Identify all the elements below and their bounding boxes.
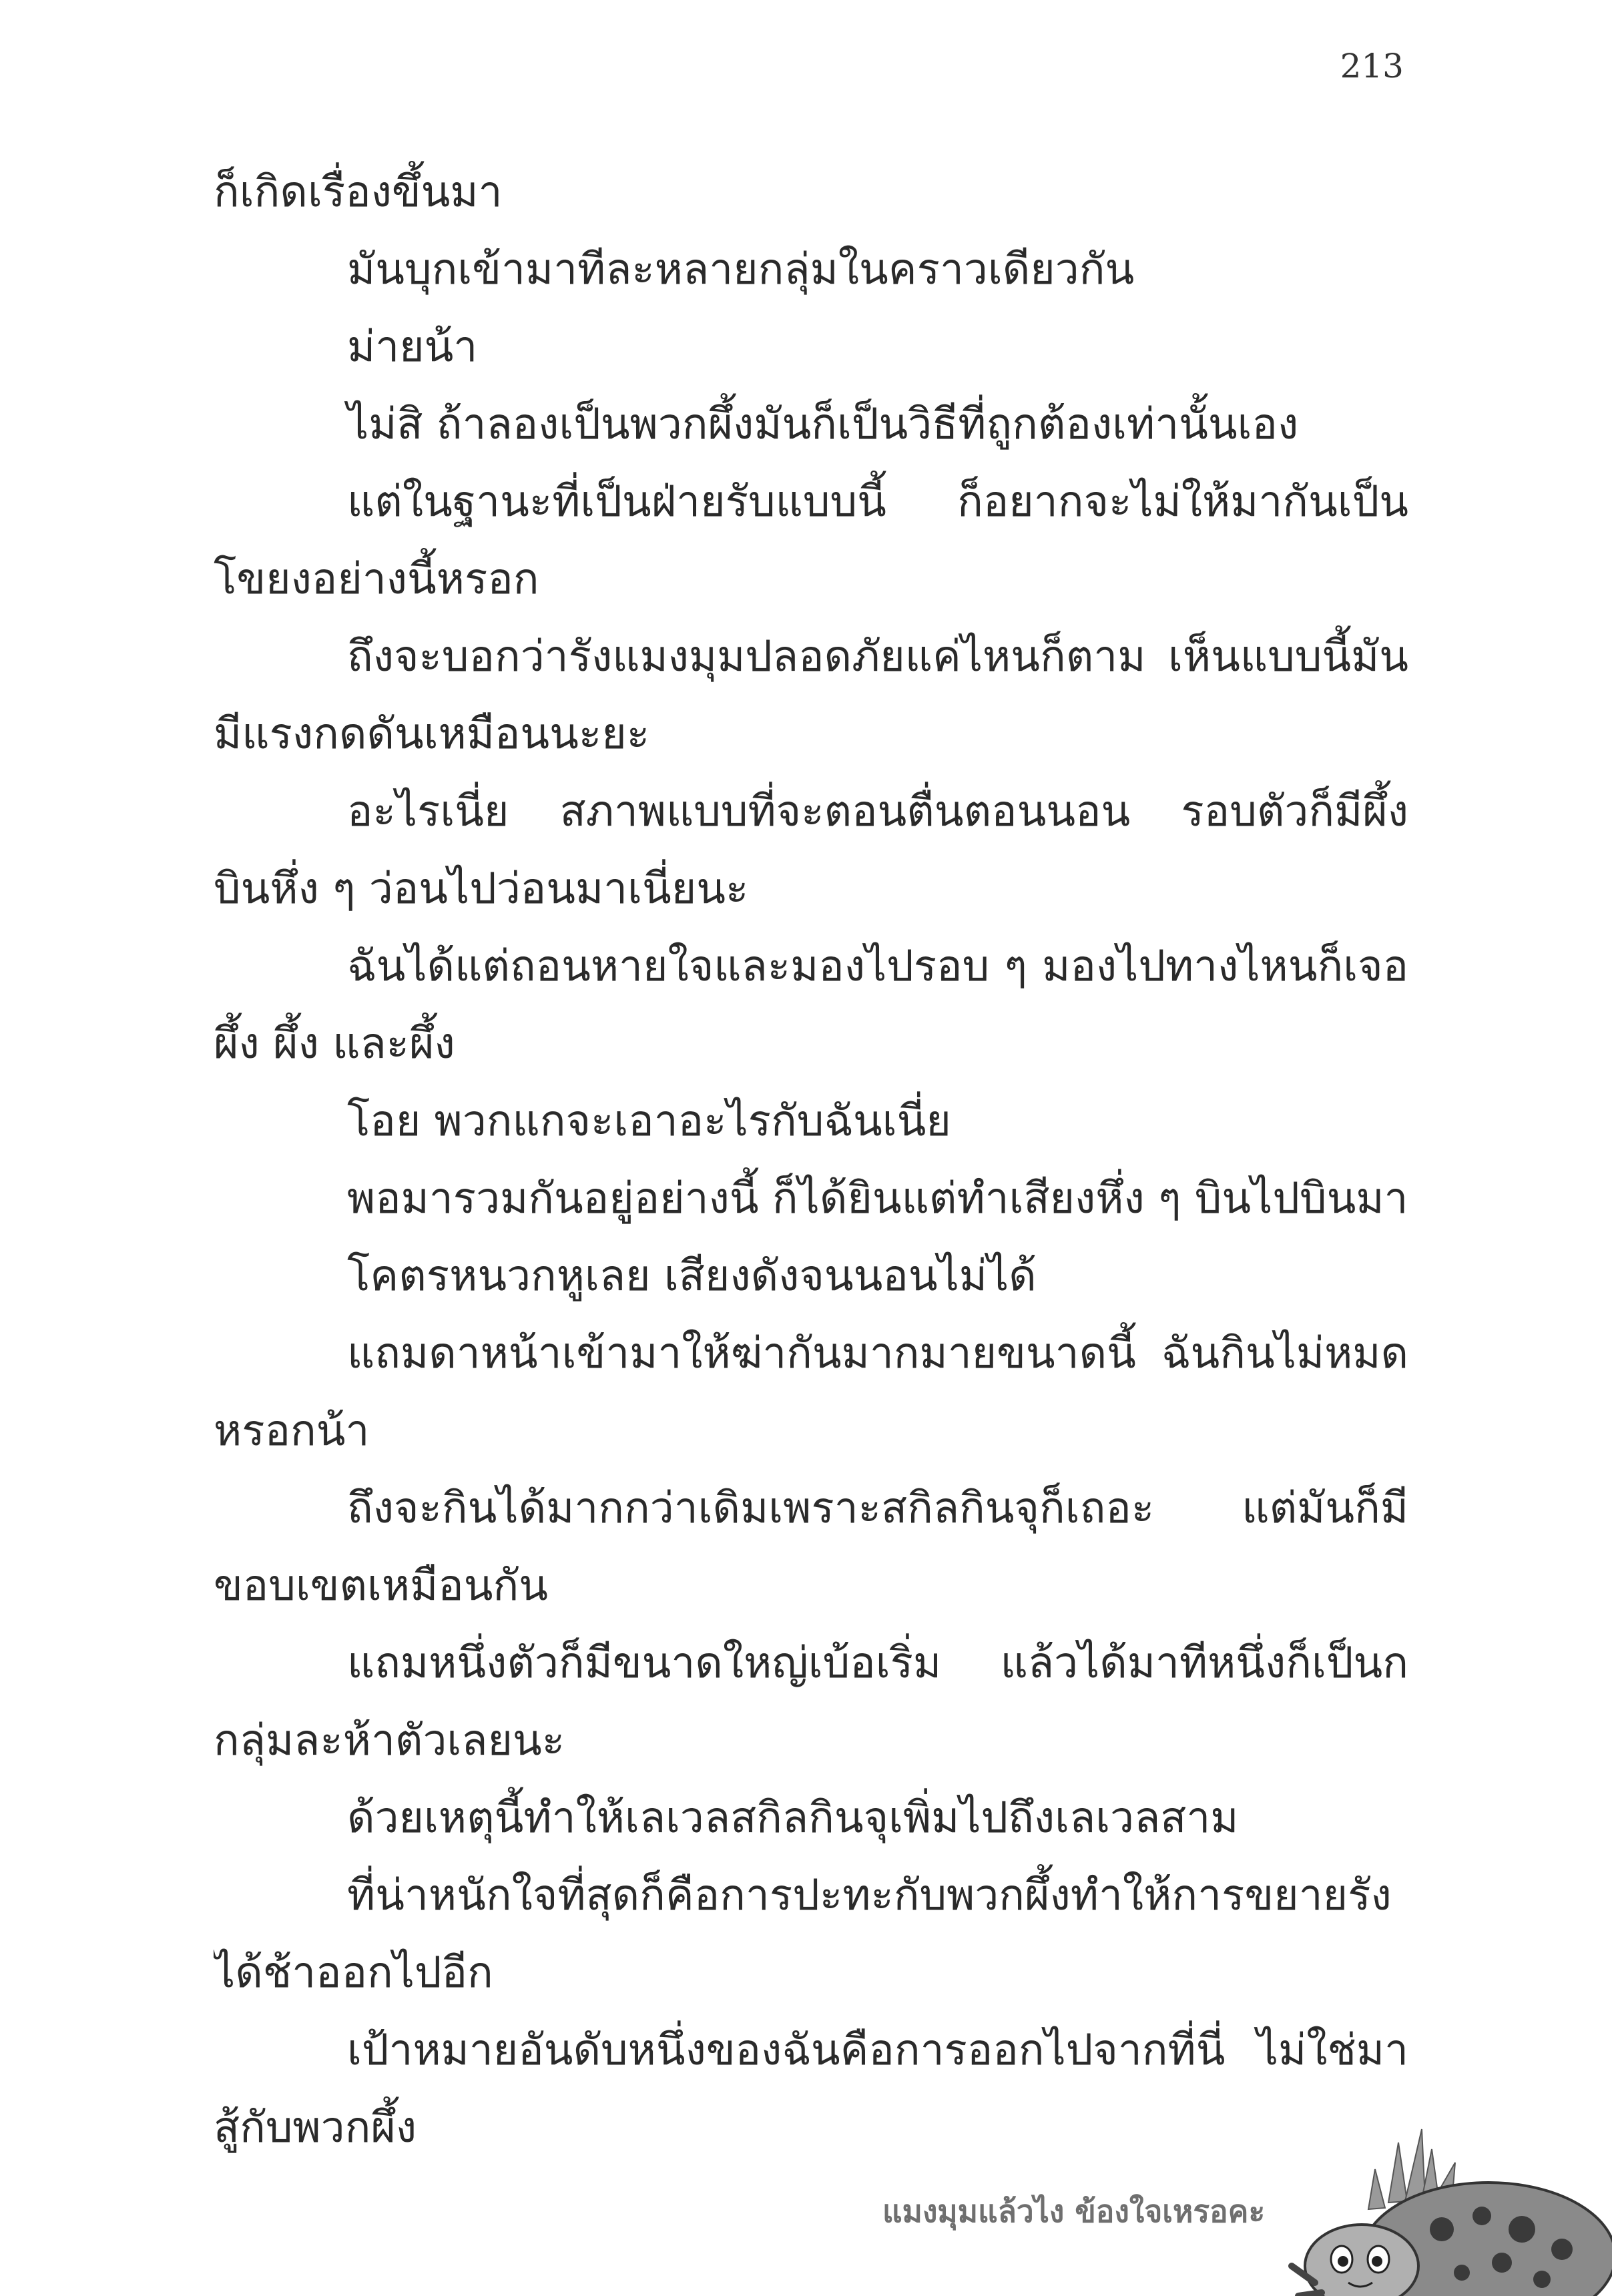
text-line: เป้าหมายอันดับหนึ่งของฉันคือการออกไปจากที่นี่ ไม่ใช่มา: [347, 2026, 1408, 2075]
text-line: ถึงจะบอกว่ารังแมงมุมปลอดภัยแค่ไหนก็ตาม เห็นแบบนี้มัน: [347, 632, 1408, 681]
text-line: ไม่สิ ถ้าลองเป็นพวกผึ้งมันก็เป็นวิธีที่ถูกต้องเท่านั้นเอง: [347, 400, 1299, 449]
text-line: หรอกน้า: [214, 1406, 370, 1456]
text-line: มันบุกเข้ามาทีละหลายกลุ่มในคราวเดียวกัน: [347, 245, 1135, 294]
text-line: ที่น่าหนักใจที่สุดก็คือการปะทะกับพวกผึ้งทำให้การขยายรัง: [347, 1871, 1392, 1920]
text-line: แถมหนึ่งตัวก็มีขนาดใหญ่เบ้อเริ่ม แล้วได้มาทีหนึ่งก็เป็นก: [347, 1639, 1408, 1688]
text-line: ได้ช้าออกไปอีก: [214, 1948, 493, 1998]
running-title: แมงมุมแล้วไง ข้องใจเหรอคะ: [882, 2193, 1266, 2229]
text-line: สู้กับพวกผึ้ง: [214, 2103, 417, 2152]
text-line: โคตรหนวกหูเลย เสียงดังจนนอนไม่ได้: [347, 1251, 1037, 1301]
text-line: พอมารวมกันอยู่อย่างนี้ ก็ได้ยินแต่ทำเสียงหึ่ง ๆ บินไปบินมา: [347, 1174, 1408, 1223]
text-line: ผึ้ง ผึ้ง และผึ้ง: [214, 1019, 455, 1069]
text-line: ม่ายน้า: [347, 322, 478, 372]
page-number: 213: [1340, 47, 1404, 85]
text-line: มีแรงกดดันเหมือนนะยะ: [214, 709, 650, 759]
text-line: แต่ในฐานะที่เป็นฝ่ายรับแบบนี้ ก็อยากจะไม่ให้มากันเป็น: [347, 477, 1408, 527]
text-line: ขอบเขตเหมือนกัน: [214, 1561, 548, 1611]
text-line: ฉันได้แต่ถอนหายใจและมองไปรอบ ๆ มองไปทางไหนก็เจอ: [347, 942, 1408, 991]
text-line: โอย พวกแกจะเอาอะไรกับฉันเนี่ย: [347, 1097, 951, 1146]
text-line: อะไรเนี่ย สภาพแบบที่จะตอนตื่นตอนนอน รอบตัวก็มีผึ้ง: [347, 787, 1408, 836]
text-line: กลุ่มละห้าตัวเลยนะ: [214, 1716, 565, 1765]
text-line: ด้วยเหตุนี้ทำให้เลเวลสกิลกินจุเพิ่มไปถึงเลเวลสาม: [347, 1793, 1239, 1843]
text-line: บินหึ่ง ๆ ว่อนไปว่อนมาเนี่ยนะ: [214, 864, 749, 914]
text-line: ก็เกิดเรื่องขึ้นมา: [214, 168, 503, 217]
text-line: แถมดาหน้าเข้ามาให้ฆ่ากันมากมายขนาดนี้ ฉันกินไม่หมด: [347, 1329, 1408, 1378]
body-text: [214, 154, 1408, 2167]
text-line: โขยงอย่างนี้หรอก: [214, 555, 539, 604]
spider-mascot-icon: [1288, 2122, 1612, 2296]
text-line: ถึงจะกินได้มากกว่าเดิมเพราะสกิลกินจุก็เถอะ แต่มันก็มี: [347, 1484, 1408, 1533]
